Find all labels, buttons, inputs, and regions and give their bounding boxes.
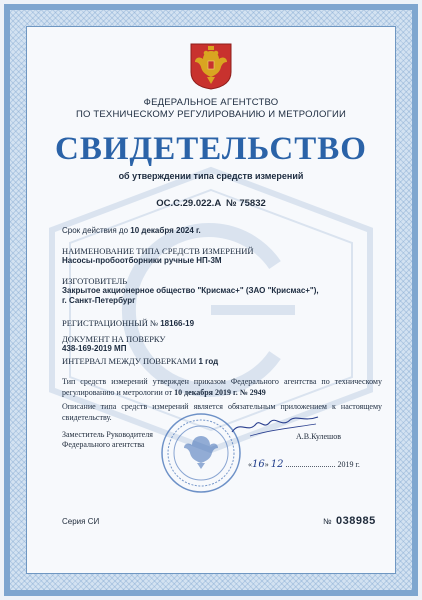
instrument-label: НАИМЕНОВАНИЕ ТИПА СРЕДСТВ ИЗМЕРЕНИЙ bbox=[62, 246, 254, 256]
agency-name bbox=[30, 97, 392, 121]
validity-value: 10 декабря 2024 г. bbox=[130, 226, 201, 235]
registration-value: 18166-19 bbox=[160, 319, 195, 328]
signatory-name: А.В.Кулешов bbox=[296, 432, 341, 441]
document-title: СВИДЕТЕЛЬСТВО bbox=[55, 131, 367, 167]
signatory-title-line-1: Заместитель Руководителя bbox=[62, 430, 153, 439]
manufacturer-section bbox=[62, 276, 382, 306]
signatory-title-line-2: Федерального агентства bbox=[62, 440, 145, 449]
registration-row bbox=[62, 318, 382, 329]
certificate-number bbox=[30, 198, 392, 209]
agency-line-2: ПО ТЕХНИЧЕСКОМУ РЕГУЛИРОВАНИЮ И МЕТРОЛОГИИ bbox=[75, 109, 347, 120]
sign-date-month: 12 bbox=[270, 459, 284, 470]
coat-of-arms-icon bbox=[189, 42, 233, 90]
verification-doc-value: 438-169-2019 МП bbox=[62, 344, 127, 353]
agency-line-1: ФЕДЕРАЛЬНОЕ АГЕНТСТВО bbox=[143, 97, 279, 108]
sign-date: «16» 12 ......................... 2019 г. bbox=[248, 459, 360, 470]
approval-text: Тип средств измерений утвержден приказом Федерального агентства по техническому регулированию и метрологии от bbox=[62, 377, 382, 397]
blank-number bbox=[323, 515, 376, 527]
approval-order-number: № 2949 bbox=[239, 387, 266, 397]
note-paragraph: Описание типа средств измерений является обязательным приложением к настоящему свидетельству. bbox=[62, 402, 382, 422]
instrument-value: Насосы-пробоотборники ручные НП-3М bbox=[62, 256, 222, 265]
certificate-number-sign: № bbox=[226, 198, 237, 209]
verification-doc-section bbox=[62, 334, 382, 354]
manufacturer-line-1: Закрытое акционерное общество "Крисмас+" (ЗАО "Крисмас+"), bbox=[62, 286, 319, 295]
manufacturer-line-2: г. Санкт-Петербург bbox=[62, 296, 136, 305]
certificate-code: OC.C.29.022.A bbox=[156, 198, 221, 209]
sign-date-day: 16 bbox=[252, 459, 265, 470]
approval-paragraph bbox=[62, 377, 382, 398]
certificate-number-value: 75832 bbox=[239, 198, 266, 209]
blank-number-value: 038985 bbox=[336, 515, 376, 527]
validity-row bbox=[62, 226, 382, 236]
validity-label: Срок действия до bbox=[62, 226, 129, 235]
instrument-section bbox=[62, 246, 382, 266]
approval-date: 10 декабря 2019 г. bbox=[174, 387, 238, 397]
registration-label: РЕГИСТРАЦИОННЫЙ № bbox=[62, 318, 159, 328]
manufacturer-label: ИЗГОТОВИТЕЛЬ bbox=[62, 276, 128, 286]
signatory-title bbox=[62, 430, 153, 450]
document-subtitle: об утверждении типа средств измерений bbox=[118, 171, 304, 181]
series-label: Серия СИ bbox=[62, 517, 100, 526]
interval-label: ИНТЕРВАЛ МЕЖДУ ПОВЕРКАМИ bbox=[62, 356, 197, 366]
interval-row bbox=[62, 356, 382, 367]
blank-number-sign: № bbox=[323, 517, 332, 526]
interval-value: 1 год bbox=[198, 357, 219, 366]
verification-doc-label: ДОКУМЕНТ НА ПОВЕРКУ bbox=[62, 334, 166, 344]
sign-date-year: 2019 г. bbox=[337, 460, 360, 469]
